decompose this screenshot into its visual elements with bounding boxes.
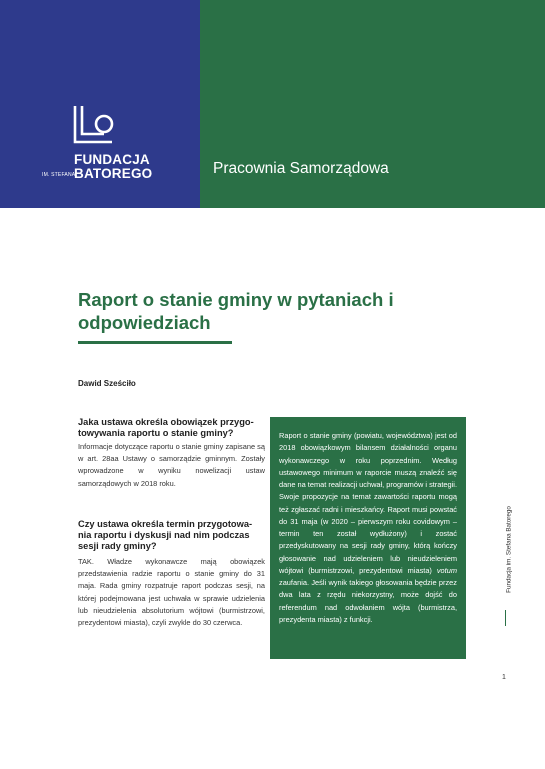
title-underline (78, 341, 232, 344)
summary-box (270, 417, 466, 659)
document-title: Raport o stanie gminy w pytaniach i odpowiedziach (78, 289, 394, 333)
vertical-footer-text: Fundacja im. Stefana Batorego (505, 506, 513, 593)
vertical-footer-rule (505, 610, 506, 626)
logo-line1: FUNDACJA (74, 152, 150, 167)
foundation-logo (60, 104, 180, 150)
foundation-logo-mark-icon (60, 104, 120, 150)
vertical-footer (504, 494, 514, 606)
summary-emphasis: votum (436, 565, 457, 575)
answer-1: Informacje dotyczące raportu o stanie gminy zapisane są w art. 28aa Ustawy o samorządzie gminnym. Zostały wprowadzone w wyniku nowelizacji ustaw samorządowych w 2018 roku. (78, 442, 265, 488)
summary-text-part1: Raport o stanie gminy (powiatu, województwa) jest od 2018 obowiązkowym bilansem działalności organu wykonawczego w roku poprzednim. Według ustawowego minimum w raporcie muszą znaleźć się dane na temat realizacji uchwał, programów i strategii. Swoje propozycje na temat zawartości raportu mogą też zgłaszać radni i mieszkańcy. Raport musi powstać do 31 maja (w 2020 – pierwszym roku covidowym – termin ten został wydłużony) i zostać przedyskutowany na sesji rady gminy, którą kończy głosowanie nad udzieleniem lub nieudzieleniem wójtowi (burmistrzowi, prezydentowi miasta) (279, 431, 457, 575)
question-2: Czy ustawa określa termin przygotowa-nia raportu i dyskusji nad nim podczas sesji rady gminy? (78, 519, 253, 551)
question-1: Jaka ustawa określa obowiązek przygo-towywania raportu o stanie gminy? (78, 417, 254, 438)
logo-line2: BATOREGO (74, 166, 153, 181)
summary-text (279, 430, 457, 626)
answer-2: TAK. Władze wykonawcze mają obowiązek przedstawienia radzie raportu o stanie gminy do 31 maja. Rada gminy rozpatruje raport podczas sesji, na której podejmowana jest uchwała w sprawie udzielenia lub nieudzielenia absolutorium wójtowi (burmistrzowi, prezydentowi miasta), czyli zwykle do 30 czerwca. (78, 557, 265, 628)
summary-text-part2: zaufania. Jeśli wynik takiego głosowania będzie przez dwa lata z rzędu niekorzystny, może dojść do referendum nad odwołaniem wójta (burmistrza, prezydenta miasta) z funkcji. (279, 578, 457, 624)
logo-small-text: IM. STEFANA (42, 172, 76, 178)
series-name: Pracownia Samorządowa (213, 160, 389, 177)
page-number: 1 (502, 674, 506, 681)
author: Dawid Sześciło (78, 379, 136, 388)
